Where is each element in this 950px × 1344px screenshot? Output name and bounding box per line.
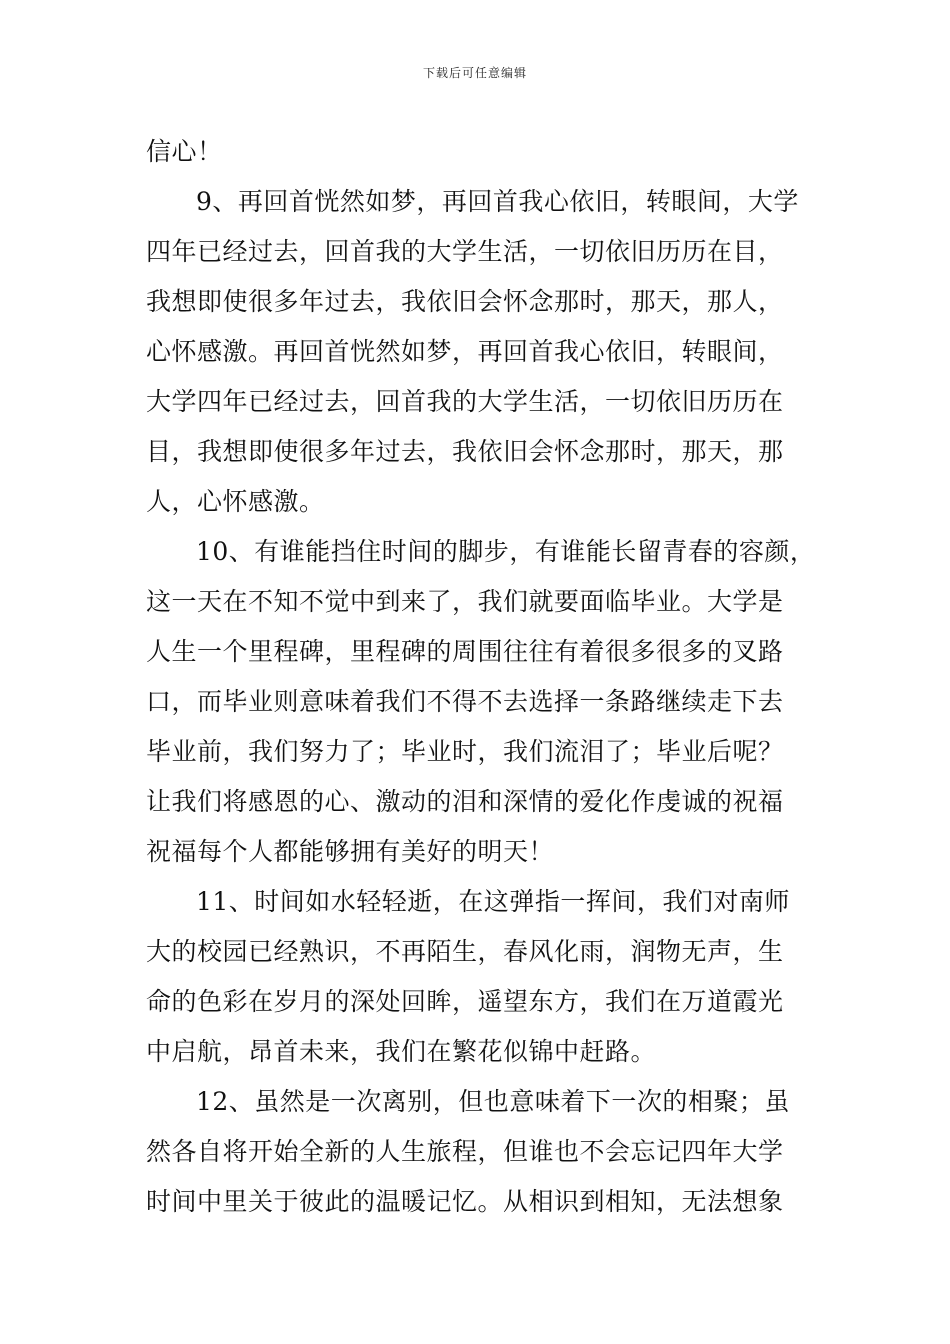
paragraph-12-start: 12、虽然是一次离别，但也意味着下一次的相聚；虽 [196, 1087, 790, 1116]
text-line: 中启航，昂首未来，我们在繁花似锦中赶路。 [146, 1037, 657, 1066]
text-line: 目，我想即使很多年过去，我依旧会怀念那时，那天，那 [146, 437, 784, 466]
text-line: 四年已经过去，回首我的大学生活，一切依旧历历在目， [146, 237, 784, 266]
document-body [146, 127, 826, 1227]
paragraph-9-start: 9、再回首恍然如梦，再回首我心依旧，转眼间，大学 [196, 187, 799, 216]
paragraph-11-start: 11、时间如水轻轻逝，在这弹指一挥间，我们对南师 [196, 887, 790, 916]
paragraph-10-start: 10、有谁能挡住时间的脚步，有谁能长留青春的容颜， [196, 537, 816, 566]
text-line: 祝福每个人都能够拥有美好的明天！ [146, 837, 555, 866]
text-line: 命的色彩在岁月的深处回眸，遥望东方，我们在万道霞光 [146, 987, 784, 1016]
text-line: 人生一个里程碑，里程碑的周围往往有着很多很多的叉路 [146, 637, 784, 666]
page-header-note: 下载后可任意编辑 [422, 66, 527, 80]
text-line: 大的校园已经熟识，不再陌生，春风化雨，润物无声，生 [146, 937, 784, 966]
text-line: 让我们将感恩的心、激动的泪和深情的爱化作虔诚的祝福 [146, 787, 784, 816]
text-line: 这一天在不知不觉中到来了，我们就要面临毕业。大学是 [146, 587, 784, 616]
text-line: 时间中里关于彼此的温暖记忆。从相识到相知，无法想象 [146, 1187, 784, 1216]
text-line: 口，而毕业则意味着我们不得不去选择一条路继续走下去 [146, 687, 784, 716]
text-line: 心怀感激。再回首恍然如梦，再回首我心依旧，转眼间， [146, 337, 784, 366]
text-line: 我想即使很多年过去，我依旧会怀念那时，那天，那人， [146, 287, 784, 316]
text-line: 大学四年已经过去，回首我的大学生活，一切依旧历历在 [146, 387, 784, 416]
text-line: 然各自将开始全新的人生旅程，但谁也不会忘记四年大学 [146, 1137, 784, 1166]
text-line: 信心！ [146, 137, 223, 166]
text-line: 毕业前，我们努力了；毕业时，我们流泪了；毕业后呢？ [146, 737, 784, 766]
text-line: 人，心怀感激。 [146, 487, 325, 516]
